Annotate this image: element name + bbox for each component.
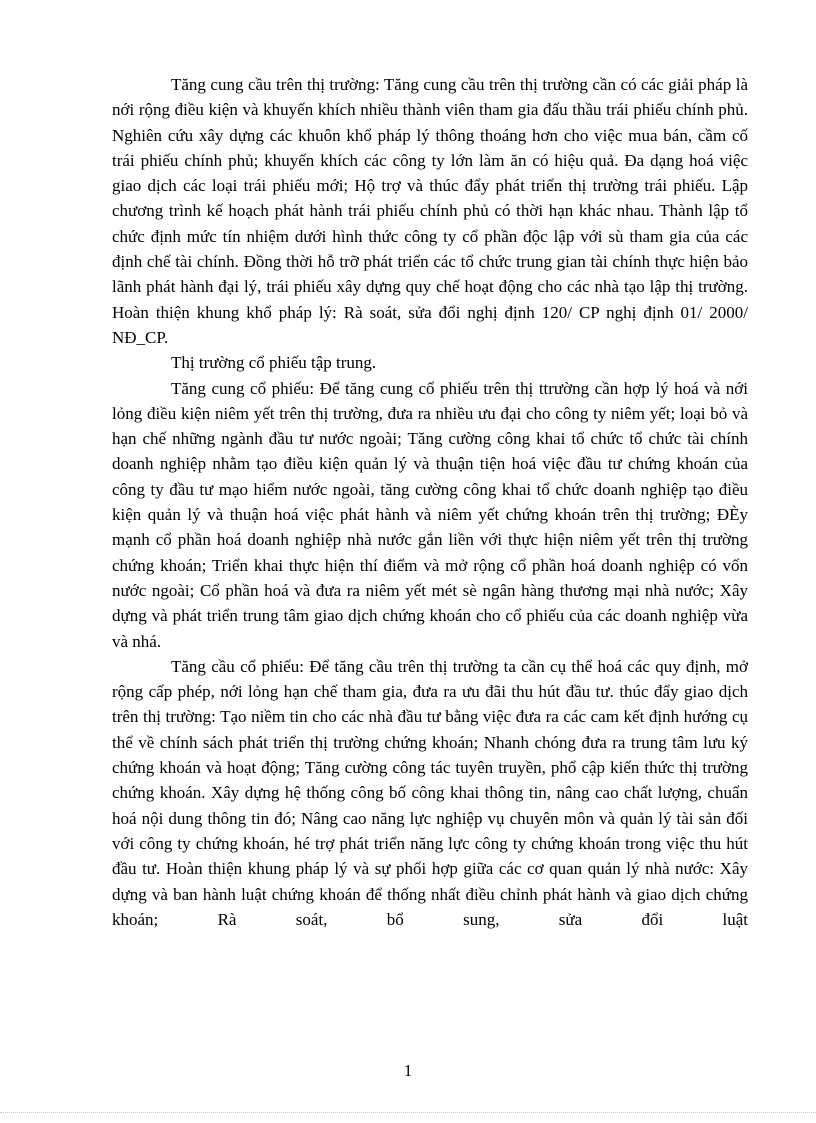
paragraph-centralized-stock-market: Thị trường cổ phiếu tập trung. (171, 353, 377, 373)
paragraph-stock-supply: Tăng cung cổ phiếu: Để tăng cung cổ phiếu trên thị ttrường cần hợp lý hoá và nới lỏng điều kiện niêm yết trên thị trường, đưa ra nhiều ưu đại cho công ty niêm yết; loại bỏ và hạn chế những ngành đầu tư nước ngoài; Tăng cường công khai tổ chức tổ chức tài chính doanh nghiệp nhằm tạo điều kiện quản lý và thuận tiện hoá việc đầu tư chứng khoán của công ty đầu tư mạo hiểm nước ngoài, tăng cường công khai tổ chức doanh nghiệp tạo điều kiện quản lý và thuận hoá việc phát hành và niêm yết chứng khoán trên thị trường; ĐÈy mạnh cổ phần hoá doanh nghiệp nhà nước gắn liền với thực hiện niêm yết trên thị trường chứng khoán; Triển khai thực hiện thí điểm và mở rộng cổ phần hoá doanh nghiệp có vốn nước ngoài; Cổ phần hoá và đưa ra niêm yết mét sè ngân hàng thương mại nhà nước; Xây dựng và phát triển trung tâm giao dịch chứng khoán cho cổ phiếu của các doanh nghiệp vừa và nhá. (112, 378, 748, 651)
paragraph-bond-supply-demand: Tăng cung cầu trên thị trường: Tăng cung cầu trên thị trường cần có các giải pháp là nới rộng điều kiện và khuyến khích nhiều thành viên tham gia đấu thầu trái phiếu chính phủ. Nghiên cứu xây dựng các khuôn khổ pháp lý thông thoáng hơn cho việc mua bán, cầm cố trái phiếu chính phủ; khuyến khích các công ty lớn làm ăn có hiệu quả. Đa dạng hoá việc giao dịch các loại trái phiếu mới; Hộ trợ và thúc đẩy phát triển thị trường trái phiếu. Lập chương trình kế hoạch phát hành trái phiếu chính phủ có thời hạn khác nhau. Thành lập tổ chức định mức tín nhiệm dưới hình thức công ty cổ phần độc lập với sù tham gia của các định chế tài chính. Đồng thời hỗ trỡ phát triển các tổ chức trung gian tài chính thực hiện bảo lãnh phát hành đại lý, trái phiếu xây dựng quy chế hoạt động cho các nhà tạo lập thị trường. Hoàn thiện khung khổ pháp lý: Rà soát, sửa đổi nghị định 120/ CP nghị định 01/ 2000/ NĐ_CP. (112, 75, 748, 347)
page-number: 1 (403, 1061, 413, 1080)
document-body (112, 72, 748, 932)
paragraph-stock-demand: Tăng cầu cổ phiếu: Để tăng cầu trên thị trường ta cần cụ thể hoá các quy định, mở rộng cấp phép, nới lỏng hạn chế tham gia, đưa ra ưu đãi thu hút đầu tư. thúc đẩy giao dịch trên thị trường: Tạo niềm tin cho các nhà đầu tư bằng việc đưa ra các cam kết định hướng cụ thể về chính sách phát triển thị trường chứng khoán; Nhanh chóng đưa ra trung tâm lưu ký chứng khoán và hoạt động; Tăng cường công tác tuyên truyền, phổ cập kiến thức thị trường chứng khoán. Xây dựng hệ thống công bố công khai thông tin, nâng cao chất lượng, chuẩn hoá nội dung thông tin đó; Nâng cao năng lực nghiệp vụ chuyên môn và quản lý tài sản đối với công ty chứng khoán, hé trợ phát triển năng lực công ty chứng khoán trong việc thu hút đầu tư. Hoàn thiện khung pháp lý và sự phối hợp giữa các cơ quan quản lý nhà nước: Xây dựng và ban hành luật chứng khoán để thống nhất điều chỉnh phát hành và giao dịch chứng khoán; Rà soát, bổ sung, sửa đổi luật (112, 656, 748, 929)
page-divider (0, 1112, 816, 1113)
